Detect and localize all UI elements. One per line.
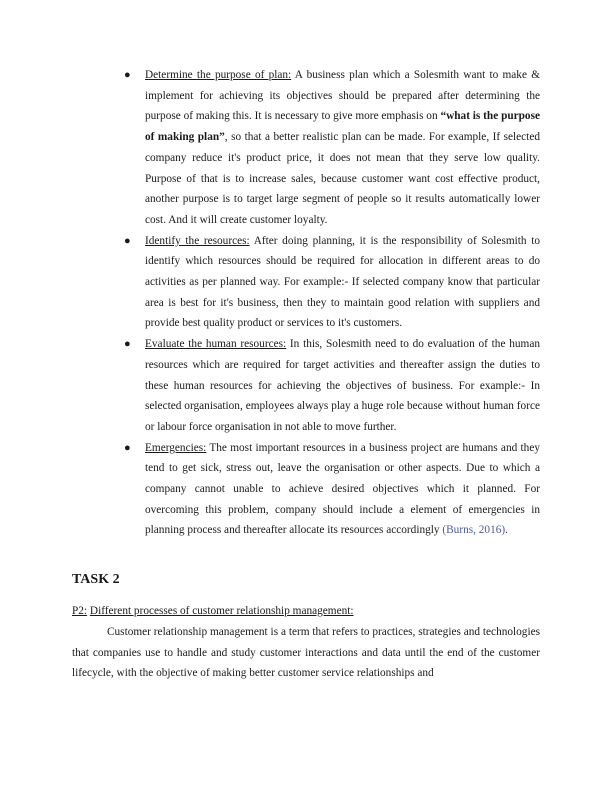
- bullet-text: A business plan which a Solesmith want to make & implement for achieving its objectives should be prepared after determining the purpose of making this. It is necessary to give more emphasis on: [145, 69, 540, 123]
- body-paragraph: Customer relationship management is a term that refers to practices, strategies and technologies that companies use to handle and study customer interactions and data until the end of the customer lifecycle, with the objective of making better customer service relationships and: [72, 626, 540, 680]
- bullet-text-continued: , so that a better realistic plan can be made. For example, If selected company reduce it's product price, it does not mean that they serve low quality. Purpose of that is to increase sales, because customer want cost effective product, another purpose is to target large segment of people so it results automatically lower cost. And it will create customer loyalty.: [145, 131, 540, 226]
- bullet-emphasis: “what is the purpose of making plan”: [145, 110, 540, 144]
- bullet-item-emergencies: [124, 438, 540, 542]
- bullet-text: The most important resources in a business project are humans and they tend to get sick, stress out, leave the organisation or other aspects. Due to which a company cannot unable to achieve desired objectives which it planned. For overcoming this problem, company should include a element of emergencies in planning process and thereafter allocate its resources accordingly: [145, 441, 540, 537]
- bullet-dot-icon: ●: [124, 338, 131, 351]
- bullet-heading: Determine the purpose of plan:: [145, 69, 292, 81]
- bullet-dot-icon: ●: [124, 234, 131, 247]
- task-heading: TASK 2: [72, 572, 120, 587]
- section-heading: [72, 601, 542, 622]
- bullet-text: In this, Solesmith need to do evaluation of the human resources which are required for target activities and thereafter assign the duties to these human resources for achieving the objectives of business. For example:- In selected organisation, employees always play a huge role because without human force or labour force organisation in not able to move further.: [145, 338, 540, 433]
- bullet-heading: Evaluate the human resources:: [145, 338, 287, 351]
- section-title: Different processes of customer relationship management:: [89, 605, 354, 617]
- bullet-item-human-resources: [124, 334, 540, 438]
- section-code: P2:: [72, 605, 88, 617]
- bullet-item-purpose: [124, 65, 540, 231]
- bullet-item-resources: [124, 231, 540, 335]
- bullet-heading: Emergencies:: [145, 441, 207, 454]
- citation: (Burns, 2016): [442, 524, 506, 537]
- bullet-dot-icon: ●: [124, 441, 131, 454]
- bullet-end: .: [505, 524, 508, 537]
- bullet-list: [124, 65, 540, 541]
- bullet-text: After doing planning, it is the responsibility of Solesmith to identify which resources should be required for allocation in different areas to do activities as per planned way. For example:- If selected company know that particular area is best for it's business, then they to maintain good relation with suppliers and provide best quality product or services to it's customers.: [145, 234, 540, 330]
- bullet-heading: Identify the resources:: [145, 234, 250, 247]
- bullet-dot-icon: ●: [124, 69, 131, 81]
